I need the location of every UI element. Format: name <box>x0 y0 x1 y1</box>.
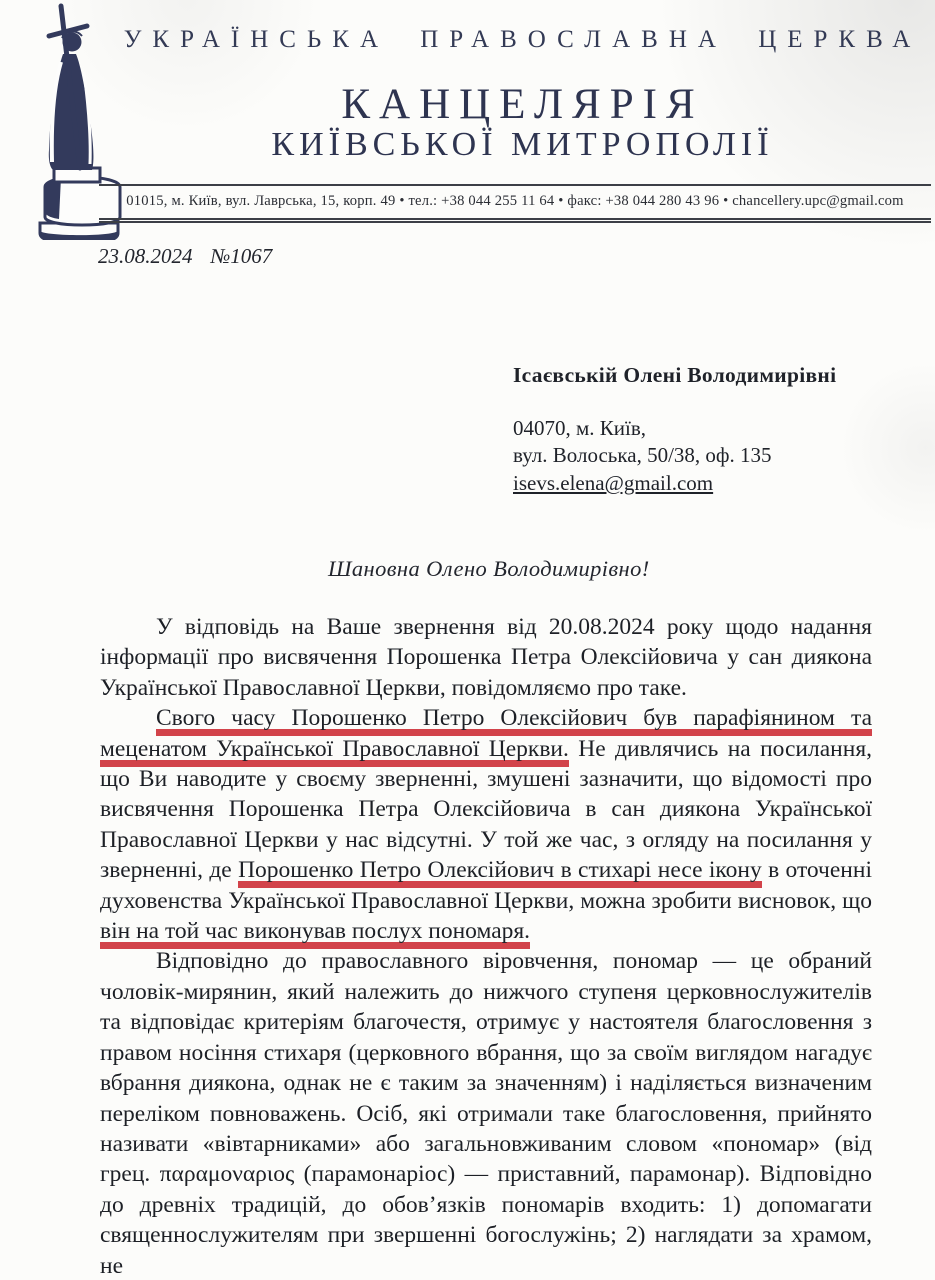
red-underlined-phrase: Свого часу Порошенко Петро Олексійович був парафіянином та меценатом Української Православної Церкви. <box>100 705 872 766</box>
plain-phrase: Не дивлячись на посилання, що Ви наводите у своєму зверненні, змушені зазначити, що відомості про висвячення Порошенка Петра Олексійовича в сан диякона Української Православної Церкви у нас відсутні. У той же час, з огляду на посилання у зверненні, де <box>100 735 873 884</box>
letter-body <box>100 612 872 1280</box>
recipient-block <box>513 362 836 497</box>
date-and-number-line <box>98 244 272 269</box>
contact-info-bar: 01015, м. Київ, вул. Лаврська, 15, корп. 49 • тел.: +38 044 255 11 64 • факс: +38 044 280 43 96 • chancellery.upc@gmail.com <box>99 184 931 223</box>
plain-phrase: в оточенні духовенства Української Православної Церкви, можна зробити висновок, що <box>100 857 872 914</box>
chancellery-title: КАНЦЕЛЯРІЯ <box>341 81 704 128</box>
metropolis-title: КИЇВСЬКОЇ МИТРОПОЛІЇ <box>271 126 774 163</box>
letter-date: 23.08.2024 <box>98 244 193 268</box>
red-underlined-phrase: він на той час виконував послух пономаря. <box>100 918 530 949</box>
paragraph-main-underlined <box>100 703 872 946</box>
letter-number: №1067 <box>210 244 273 268</box>
recipient-postal-line: 04070, м. Київ, <box>513 416 647 440</box>
recipient-name: Ісаєвській Олені Володимирівні <box>513 363 837 387</box>
paragraph-ponomar-definition: Відповідно до православного віровчення, пономар — це обраний чоловік-мирянин, який належить до нижчого ступеня церковнослужителів та відповідає критеріям благочестя, отримує у настоятеля благословення з правом носіння стихаря (церковного вбрання, що за своїм виглядом нагадує вбрання диякона, однак не є таким за значенням) і наділяється визначеним переліком повноважень. Осіб, які отримали таке благословення, прийнято називати «вівтарниками» або загальновживаним словом «пономар» (від грец. παραμοναριος (парамонаріос) — приставний, парамонар). Відповідно до древніх традицій, до обов’язків пономарів входить: 1) допомагати священнослужителям при звершенні богослужінь; 2) наглядати за храмом, не <box>100 948 872 1279</box>
org-name: УКРАЇНСЬКА ПРАВОСЛАВНА ЦЕРКВА <box>123 26 922 53</box>
paragraph-intro: У відповідь на Ваше звернення від 20.08.2024 року щодо надання інформації про висвячення Порошенка Петра Олексійовича у сан диякона Української Православної Церкви, повідомляємо про таке. <box>100 614 872 701</box>
salutation: Шановна Олено Володимирівно! <box>328 556 650 581</box>
red-underlined-phrase: Порошенко Петро Олексійович в стихарі несе ікону <box>238 857 762 888</box>
recipient-street-line: вул. Волоська, 50/38, оф. 135 <box>513 443 772 467</box>
recipient-email: isevs.elena@gmail.com <box>513 471 714 495</box>
